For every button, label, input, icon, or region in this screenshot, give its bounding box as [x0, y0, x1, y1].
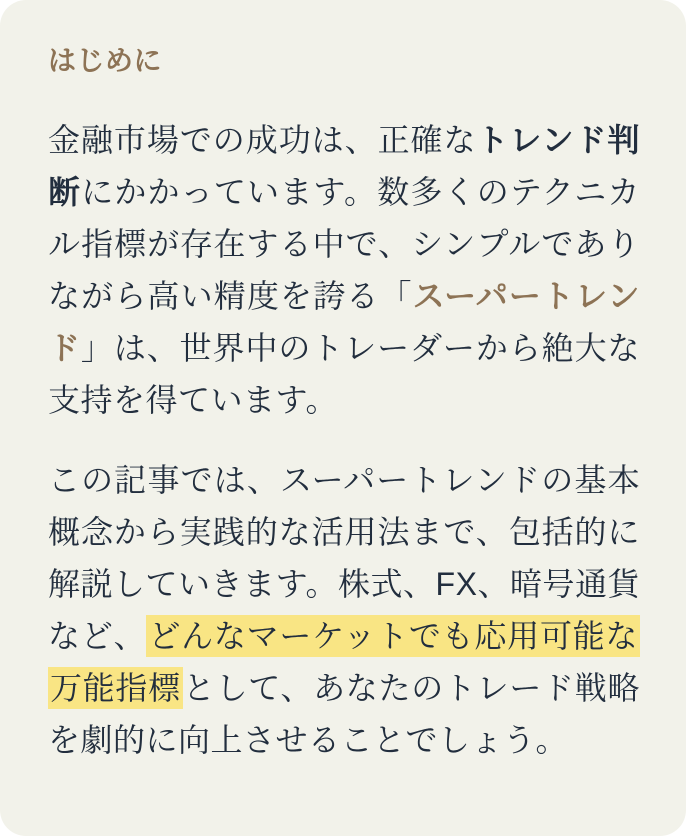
section-heading: はじめに: [48, 45, 163, 76]
text-run: として、あなたのトレード戦略を劇的に向上させることでしょう。: [48, 669, 640, 758]
bold-keyword-trend-judgement: トレンド判断: [48, 121, 640, 210]
text-run: この記事では、スーパートレンドの基本概念から実践的な活用法まで、包括的に解説していきます。株式、FX、暗号通貨など、: [48, 461, 640, 654]
paragraph-intro: [48, 114, 640, 426]
brand-keyword-supertrend: スーパートレンド: [48, 277, 640, 366]
text-run: にかかっています。数多くのテクニカル指標が存在する中で、シンプルでありながら高い精度を誇る「: [48, 173, 640, 314]
highlighted-text-universal-indicator: どんなマーケットでも応用可能な万能指標: [48, 615, 640, 709]
paragraph-overview: [48, 454, 640, 766]
text-run: 」は、世界中のトレーダーから絶大な支持を得ています。: [48, 329, 640, 418]
text-run: 金融市場での成功は、正確な: [48, 121, 477, 158]
